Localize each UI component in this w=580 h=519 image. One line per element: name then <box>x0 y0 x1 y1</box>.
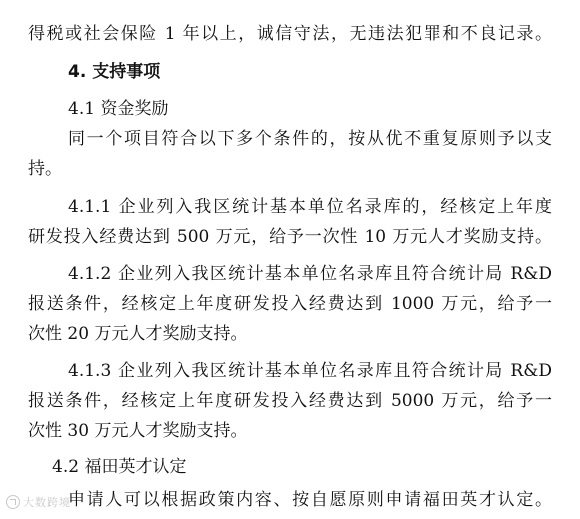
paragraph-line: 报送条件，经核定上年度研发投入经费达到 1000 万元，给予一 <box>28 294 552 314</box>
paragraph-line: 次性 20 万元人才奖励支持。 <box>28 324 248 344</box>
paragraph-line: 4.1.3 企业列入我区统计基本单位名录库且符合统计局 R&D <box>68 361 552 381</box>
paragraph-line: 报送条件，经核定上年度研发投入经费达到 5000 万元，给予一 <box>28 391 552 411</box>
watermark-text: 大数跨境 <box>23 496 71 509</box>
paragraph-line: 次性 30 万元人才奖励支持。 <box>28 421 248 441</box>
paragraph-line: 持。 <box>28 159 62 179</box>
paragraph-line: 同一个项目符合以下多个条件的，按从优不重复原则予以支 <box>68 129 552 149</box>
paragraph-line: 研发投入经费达到 500 万元，给予一次性 10 万元人才奖励支持。 <box>28 227 552 247</box>
paragraph-line: 4.1.2 企业列入我区统计基本单位名录库且符合统计局 R&D <box>68 264 552 284</box>
subsection-heading: 4.1 资金奖励 <box>68 99 169 119</box>
paragraph-line: 申请人可以根据政策内容、按自愿原则申请福田英才认定。 <box>68 490 552 510</box>
watermark <box>6 494 71 510</box>
paragraph-line: 4.1.1 企业列入我区统计基本单位名录库的，经核定上年度 <box>68 197 552 217</box>
paragraph-line: 得税或社会保险 1 年以上，诚信守法，无违法犯罪和不良记录。 <box>28 24 552 44</box>
subsection-heading: 4.2 福田英才认定 <box>52 457 187 477</box>
watermark-logo-icon <box>6 495 20 509</box>
section-heading: 4. 支持事项 <box>68 62 161 82</box>
